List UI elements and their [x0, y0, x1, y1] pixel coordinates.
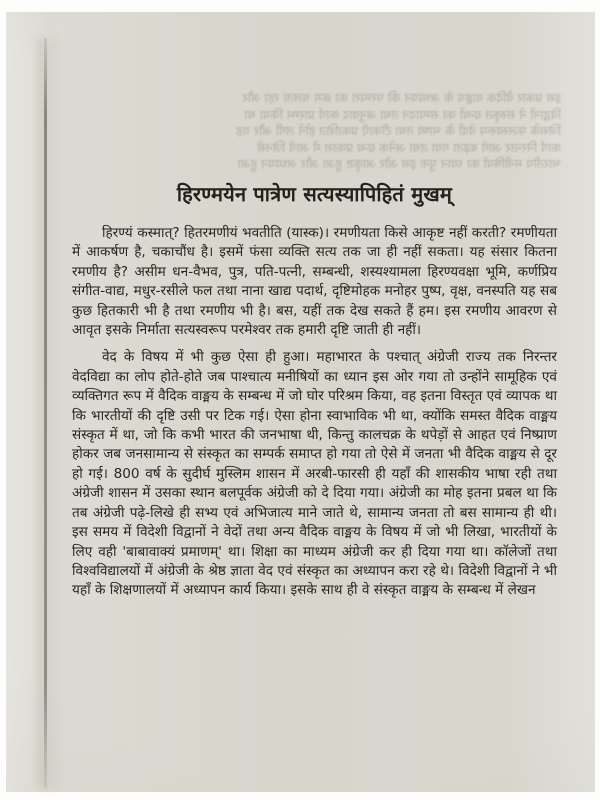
page-heading: हिरण्मयेन पात्रेण सत्यस्यापिहितं मुखम् [176, 182, 453, 206]
bleedthrough-text [68, 90, 561, 173]
bleedthrough-line: जिसके फलस्वरूप वेदों के भाष्य तथा टीकाएँ प्रकाशित होने लगीं और यह [236, 123, 561, 138]
bleedthrough-line: कार्य निरन्तर आगे बढ़ता गया तथा अनेक ग्रन्थ प्रकाश में आये जिनसे [257, 139, 561, 155]
bleedthrough-line: इस प्रकार वैदिक वाङ्मय के अध्ययन की परम्परा का क्रम चलता रहा और [242, 90, 561, 105]
bleedthrough-line: भारतीय मनीषियों का ध्यान पुनः इस ओर आकृष्ट हुआ और अध्ययन हुआ [237, 156, 561, 171]
paper-surface [6, 12, 595, 792]
paragraph: हिरण्यं कस्मात्? हितरमणीयं भवतीति (यास्क)। रमणीयता किसे आकृष्ट नहीं करती? रमणीयता में आकर्षण है, चकाचौंध है। इसमें फंसा व्यक्ति सत्य तक जा ही नहीं सकता। यह संसार कितना रमणीय है? असीम धन-वैभव, पुत्र, पति-पत्नी, सम्बन्धी, शस्यश्यामला हिरण्यवक्षा भूमि, कर्णप्रिय संगीत-वाद्य, मधुर-रसीले फल तथा नाना खाद्य पदार्थ, दृष्टिमोहक मनोहर पुष्प, वृक्ष, वनस्पति यह सब कुछ हितकारी भी है तथा रमणीय भी है। बस, यहीं तक देख सकते हैं हम। इस रमणीय आवरण से आवृत इसके निर्माता सत्यस्वरूप परमेश्वर तक हमारी दृष्टि जाती ही नहीं। [72, 225, 557, 339]
binding-gutter-shadow [44, 38, 47, 788]
bleedthrough-line: विद्वानों ने संस्कृत ग्रन्थों का सम्पादन तथा अनुवाद कार्य प्रारम्भ किया था [244, 106, 561, 122]
paragraph: वेद के विषय में भी कुछ ऐसा ही हुआ। महाभारत के पश्चात् अंग्रेजी राज्य तक निरन्तर वेदविद्या का लोप होते-होते जब पाश्चात्य मनीषियों का ध्यान इस ओर गया तो उन्होंने सामूहिक एवं व्यक्तिगत रूप में वैदिक वाङ्मय के सम्बन्ध में जो घोर परिश्रम किया, वह इतना विस्तृत एवं व्यापक था कि भारतीयों की दृष्टि उसी पर टिक गई। ऐसा होना स्वाभाविक भी था, क्योंकि समस्त वैदिक वाङ्मय संस्कृत में था, जो कि कभी भारत की जनभाषा थी, किन्तु कालचक्र के थपेड़ों से आहत एवं निष्प्राण होकर जब जनसामान्य से संस्कृत का सम्पर्क समाप्त हो गया तो ऐसे में जनता भी वैदिक वाङ्मय से दूर हो गई। 800 वर्ष के सुदीर्घ मुस्लिम शासन में अरबी-फारसी ही यहाँ की शासकीय भाषा रही तथा अंग्रेजी शासन में उसका स्थान बलपूर्वक अंग्रेजी को दे दिया गया। अंग्रेजी का मोह इतना प्रबल था कि तब अंग्रेजी पढ़े-लिखे ही सभ्य एवं अभिजात्य माने जाते थे, सामान्य जनता तो बस सामान्य ही थी। इस समय में विदेशी विद्वानों ने वेदों तथा अन्य वैदिक वाङ्मय के विषय में जो भी लिखा, भारतीयों के लिए वही 'बाबावाक्यं प्रमाणम्' था। शिक्षा का माध्यम अंग्रेजी कर ही दिया गया था। कॉलेजों तथा विश्वविद्यालयों में अंग्रेजी के श्रेष्ठ ज्ञाता वेद एवं संस्कृत का अध्यापन करा रहे थे। विदेशी विद्वानों ने भी यहाँ के शिक्षणालयों में अध्यापन कार्य किया। इसके साथ ही वे संस्कृत वाङ्मय के सम्बन्ध में लेखन [72, 349, 557, 599]
page-body [72, 224, 557, 609]
